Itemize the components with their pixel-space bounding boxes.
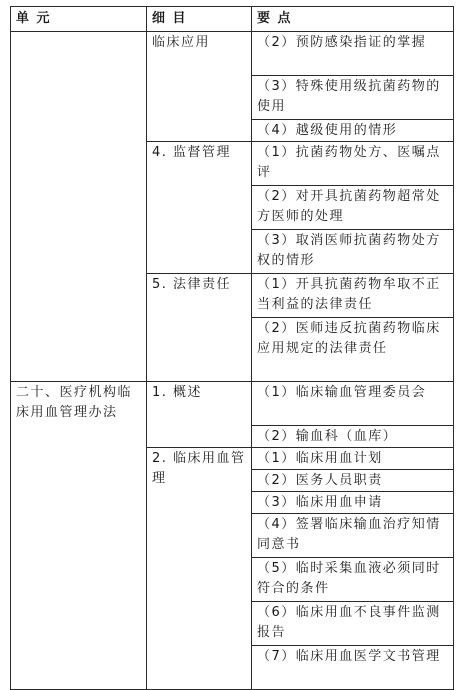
point-cell: （3）特殊使用级抗菌药物的使用: [252, 76, 454, 120]
point-cell: （1）抗菌药物处方、医嘱点评: [252, 142, 454, 186]
header-unit: 单 元: [11, 7, 147, 32]
point-cell: （4）越级使用的情形: [252, 120, 454, 142]
header-points: 要 点: [252, 7, 454, 32]
point-cell: （5）临时采集血液必须同时符合的条件: [252, 558, 454, 602]
point-cell: （1）临床用血计划: [252, 448, 454, 470]
header-item: 细 目: [147, 7, 252, 32]
point-cell: （2）医师违反抗菌药物临床应用规定的法律责任: [252, 318, 454, 382]
table-header-row: [11, 7, 454, 32]
unit-cell-continued: [11, 32, 147, 382]
point-cell: （2）医务人员职责: [252, 470, 454, 492]
item-cell: 5. 法律责任: [147, 274, 252, 382]
point-cell: （1）临床输血管理委员会: [252, 382, 454, 426]
table-row: [11, 382, 454, 426]
point-cell: （7）临床用血医学文书管理: [252, 646, 454, 690]
point-cell: （6）临床用血不良事件监测报告: [252, 602, 454, 646]
point-cell: （3）临床用血申请: [252, 492, 454, 514]
point-cell: （2）对开具抗菌药物超常处方医师的处理: [252, 186, 454, 230]
item-cell: 1. 概述: [147, 382, 252, 448]
unit-cell: 二十、医疗机构临床用血管理办法: [11, 382, 147, 690]
item-cell: 4. 监督管理: [147, 142, 252, 274]
item-cell: 2. 临床用血管理: [147, 448, 252, 690]
point-cell: （2）预防感染指证的掌握: [252, 32, 454, 76]
point-cell: （2）输血科（血库）: [252, 426, 454, 448]
item-cell: 临床应用: [147, 32, 252, 142]
table-row: [11, 32, 454, 76]
point-cell: （4）签署临床输血治疗知情同意书: [252, 514, 454, 558]
syllabus-table: [10, 6, 454, 690]
point-cell: （3）取消医师抗菌药物处方权的情形: [252, 230, 454, 274]
point-cell: （1）开具抗菌药物牟取不正当利益的法律责任: [252, 274, 454, 318]
